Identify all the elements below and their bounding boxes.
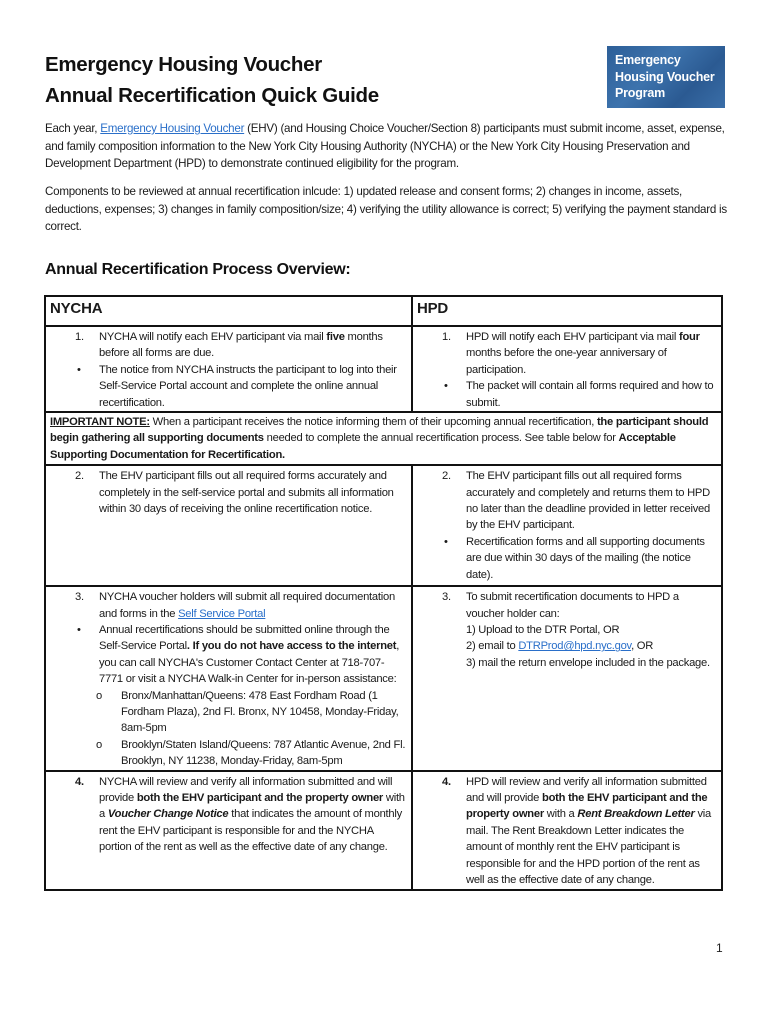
sub-bullet-icon: o	[96, 738, 102, 751]
important-note-row	[45, 412, 722, 465]
list-item: • The packet will contain all forms required and how to submit.	[444, 380, 714, 409]
bullet-icon: •	[444, 535, 448, 548]
list-item: 2. The EHV participant fills out all required forms accurately and completely in the self-service portal and submits all information within 30 days of receiving the online recertification notice.	[75, 470, 394, 516]
ehv-link[interactable]: Emergency Housing Voucher	[100, 122, 245, 135]
table-header-row	[45, 296, 722, 326]
logo-line-1: Emergency	[615, 53, 681, 67]
column-header-nycha: NYCHA	[45, 296, 412, 326]
logo-line-3: Program	[615, 86, 666, 100]
sub-bullet-icon: o	[96, 689, 102, 702]
dtr-email-link[interactable]: DTRProd@hpd.nyc.gov	[518, 640, 632, 653]
bullet-icon: •	[77, 363, 81, 376]
list-item: • Recertification forms and all supporting documents are due within 30 days of the mailing (the notice date).	[444, 535, 705, 581]
list-item: 4. NYCHA will review and verify all information submitted and will provide both the EHV participant and the property owner with a Voucher Change Notice that indicates the amount of monthly rent the EHV participant is responsible for and the NYCHA portion of the rent as well as the effective date of any change.	[75, 775, 405, 854]
title-line-1: Emergency Housing Voucher	[45, 53, 322, 76]
page-number: 1	[716, 941, 723, 955]
ehv-program-logo	[607, 46, 725, 108]
table-row	[45, 586, 722, 770]
title-line-2: Annual Recertification Quick Guide	[45, 84, 379, 107]
list-item: o Bronx/Manhattan/Queens: 478 East Fordham Road (1 Fordham Plaza), 2nd Fl. Bronx, NY 10458, Monday-Friday, 8am-5pm	[96, 689, 399, 735]
list-item: 2. The EHV participant fills out all required forms accurately and completely and returns them to HPD no later than the deadline provided in letter received by the EHV participant.	[442, 470, 710, 532]
page-title	[45, 49, 379, 111]
list-item: 4. HPD will review and verify all information submitted and will provide both the EHV participant and the property owner with a Rent Breakdown Letter via mail. The Rent Breakdown Letter indicates the amount of monthly rent the EHV participant is responsible for and the HPD portion of the rent as well as the effective date of any change.	[442, 775, 712, 886]
logo-line-2: Housing Voucher	[615, 69, 715, 84]
table-row	[45, 465, 722, 586]
components-paragraph: Components to be reviewed at annual recertification inlcude: 1) updated release and consent forms; 2) changes in income, assets, deductions, expenses; 3) changes in family composition/size; 4) verifying the utility allowance is correct; 5) verifying the payment standard is correct.	[45, 185, 727, 233]
column-header-hpd: HPD	[412, 296, 722, 326]
list-item: 1. NYCHA will notify each EHV participant via mail five months before all forms are due.	[75, 331, 383, 360]
list-item: 1. HPD will notify each EHV participant via mail four months before the one-year anniversary of participation.	[442, 331, 700, 376]
section-heading: Annual Recertification Process Overview:	[45, 261, 351, 278]
intro-paragraph: Each year, Emergency Housing Voucher (EHV) (and Housing Choice Voucher/Section 8) participants must submit income, asset, expense, and family composition information to the New York City Housing Authority (NYCHA) or the New York City Housing Preservation and Development Department (HPD) to demonstrate continued eligibility for the program.	[45, 122, 725, 170]
list-item: o Brooklyn/Staten Island/Queens: 787 Atlantic Avenue, 2nd Fl. Brooklyn, NY 11238, Monday-Friday, 8am-5pm	[96, 738, 406, 768]
table-row	[45, 326, 722, 412]
list-item: 3. NYCHA voucher holders will submit all required documentation and forms in the Self Service Portal	[75, 591, 395, 620]
important-note: IMPORTANT NOTE: When a participant receives the notice informing them of their upcoming annual recertification, the participant should begin gathering all supporting documents needed to complete the annual recertification process. See table below for Acceptable Supporting Documentation for Recertification.	[50, 416, 709, 461]
self-service-portal-link[interactable]: Self Service Portal	[178, 607, 266, 620]
list-item: • Annual recertifications should be submitted online through the Self-Service Portal. If you do not have access to the internet, you can call NYCHA's Customer Contact Center at 718-707-7771 or visit a NYCHA Walk-in Center for in-person assistance:	[77, 623, 400, 686]
important-note-label: IMPORTANT NOTE:	[50, 416, 150, 429]
process-overview-table	[44, 295, 723, 891]
list-item: 3. To submit recertification documents to HPD a voucher holder can: 1) Upload to the DTR Portal, OR 2) email to DTRProd@hpd.nyc.gov, OR 3) mail the return envelope included in the package.	[442, 591, 710, 669]
list-item: • The notice from NYCHA instructs the participant to log into their Self-Service Portal account and complete the online annual recertification.	[77, 363, 397, 409]
bullet-icon: •	[444, 380, 448, 393]
bullet-icon: •	[77, 623, 81, 636]
table-row	[45, 771, 722, 891]
